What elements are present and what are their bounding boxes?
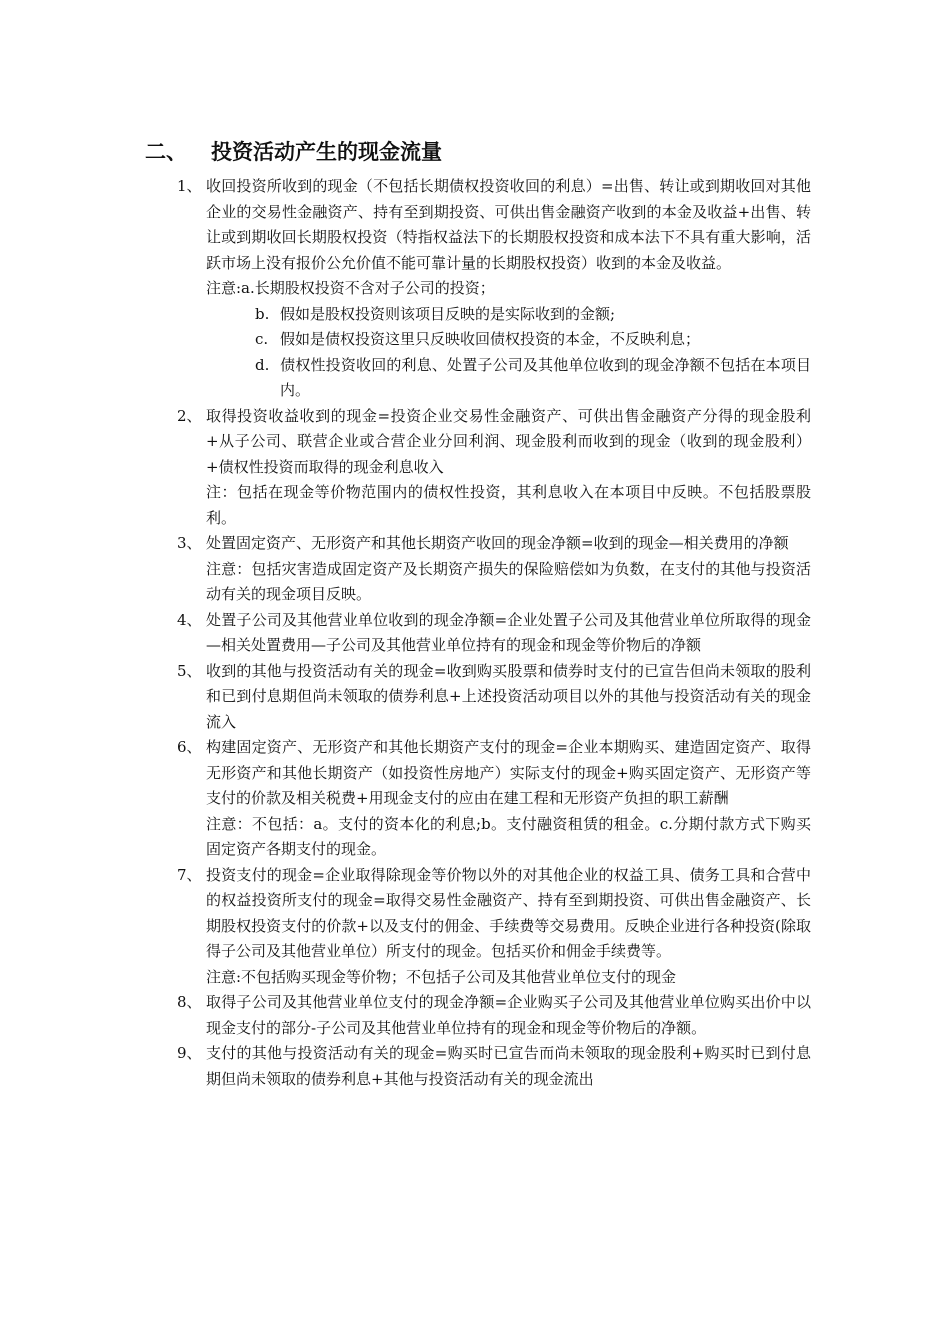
item-marker: 3、 [177,534,202,552]
item-text: 处置固定资产、无形资产和其他长期资产收回的现金净额=收到的现金—相关费用的净额 [206,534,789,552]
item-text: 收到的其他与投资活动有关的现金=收到购买股票和债券时支付的已宣告但尚未领取的股利和已到付息期但尚未领取的债券利息+上述投资活动项目以外的其他与投资活动有关的现金流入 [206,661,811,731]
item-marker: 2、 [177,406,202,425]
item-text: 处置子公司及其他营业单位收到的现金净额=企业处置子公司及其他营业单位所取得的现金—相关处置费用—子公司及其他营业单位持有的现金和现金等价物后的净额 [206,610,811,654]
item-marker: 7、 [177,865,202,884]
item-text: 取得子公司及其他营业单位支付的现金净额=企业购买子公司及其他营业单位购买出价中以现金支付的部分-子公司及其他营业单位持有的现金和现金等价物后的净额。 [206,993,811,1037]
item-marker: 4、 [177,610,202,629]
item-text: 支付的其他与投资活动有关的现金=购买时已宣告而尚未领取的现金股利+购买时已到付息期但尚未领取的债券利息+其他与投资活动有关的现金流出 [206,1044,811,1088]
item-marker: 8、 [177,993,202,1011]
item-note: 注意：不包括：a。支付的资本化的利息;b。支付融资租赁的租金。c.分期付款方式下购买固定资产各期支付的现金。 [206,814,811,858]
list-item-7 [177,863,811,991]
list-item-6 [177,735,811,863]
list-item-8 [177,990,811,1041]
sub-letter: b. [255,304,270,323]
item-marker: 5、 [177,661,202,680]
item-text: 投资支付的现金=企业取得除现金等价物以外的对其他企业的权益工具、债务工具和合营中的权益投资所支付的现金=取得交易性金融资产、持有至到期投资、可供出售金融资产、长期股权投资支付的价款+以及支付的佣金、手续费等交易费用。反映企业进行各种投资(除取得子公司及其他营业单位）所支付的现金。包括买价和佣金手续费等。 [206,865,811,960]
sub-text: 假如是股权投资则该项目反映的是实际收到的金额; [280,304,616,323]
sub-item-d [206,353,811,404]
item-marker: 6、 [177,738,202,756]
item-text: 构建固定资产、无形资产和其他长期资产支付的现金=企业本期购买、建造固定资产、取得无形资产和其他长期资产（如投资性房地产）实际支付的现金+购买固定资产、无形资产等支付的价款及相关税费+用现金支付的应由在建工程和无形资产负担的职工薪酬 [206,738,811,807]
list-item-5 [177,659,811,736]
item-note: 注意:不包括购买现金等价物；不包括子公司及其他营业单位支付的现金 [206,967,677,986]
sub-item-c [206,327,811,353]
item-note: 注意:a.长期股权投资不含对子公司的投资； [206,279,495,297]
item-marker: 1、 [177,177,202,195]
list-item-3 [177,531,811,608]
item-note: 注：包括在现金等价物范围内的债权性投资，其利息收入在本项目中反映。不包括股票股利。 [206,483,811,527]
sub-text: 假如是债权投资这里只反映收回债权投资的本金，不反映利息； [280,330,701,348]
list-item-9 [177,1041,811,1092]
item-marker: 9、 [177,1044,202,1062]
item-text: 取得投资收益收到的现金=投资企业交易性金融资产、可供出售金融资产分得的现金股利+从子公司、联营企业或合营企业分回利润、现金股利而收到的现金（收到的现金股利）+债权性投资而取得的现金利息收入 [206,406,811,476]
item-text: 收回投资所收到的现金（不包括长期债权投资收回的利息）=出售、转让或到期收回对其他企业的交易性金融资产、持有至到期投资、可供出售金融资产收到的本金及收益+出售、转让或到期收回长期股权投资（特指权益法下的长期股权投资和成本法下不具有重大影响，活跃市场上没有报价公允价值不能可靠计量的长期股权投资）收到的本金及收益。 [206,177,811,272]
sub-letter: d. [255,355,270,374]
sub-item-b [206,302,811,328]
section-heading [145,137,442,167]
list-item-1 [177,174,811,404]
list-item-2 [177,404,811,532]
sub-letter: c. [255,330,269,348]
item-list [177,174,811,1092]
section-title: 投资活动产生的现金流量 [211,139,442,164]
list-item-4 [177,608,811,659]
section-number: 二、 [145,139,187,164]
sub-text: 债权性投资收回的利息、处置子公司及其他单位收到的现金净额不包括在本项目内。 [280,355,811,399]
item-note: 注意：包括灾害造成固定资产及长期资产损失的保险赔偿如为负数，在支付的其他与投资活动有关的现金项目反映。 [206,559,811,603]
